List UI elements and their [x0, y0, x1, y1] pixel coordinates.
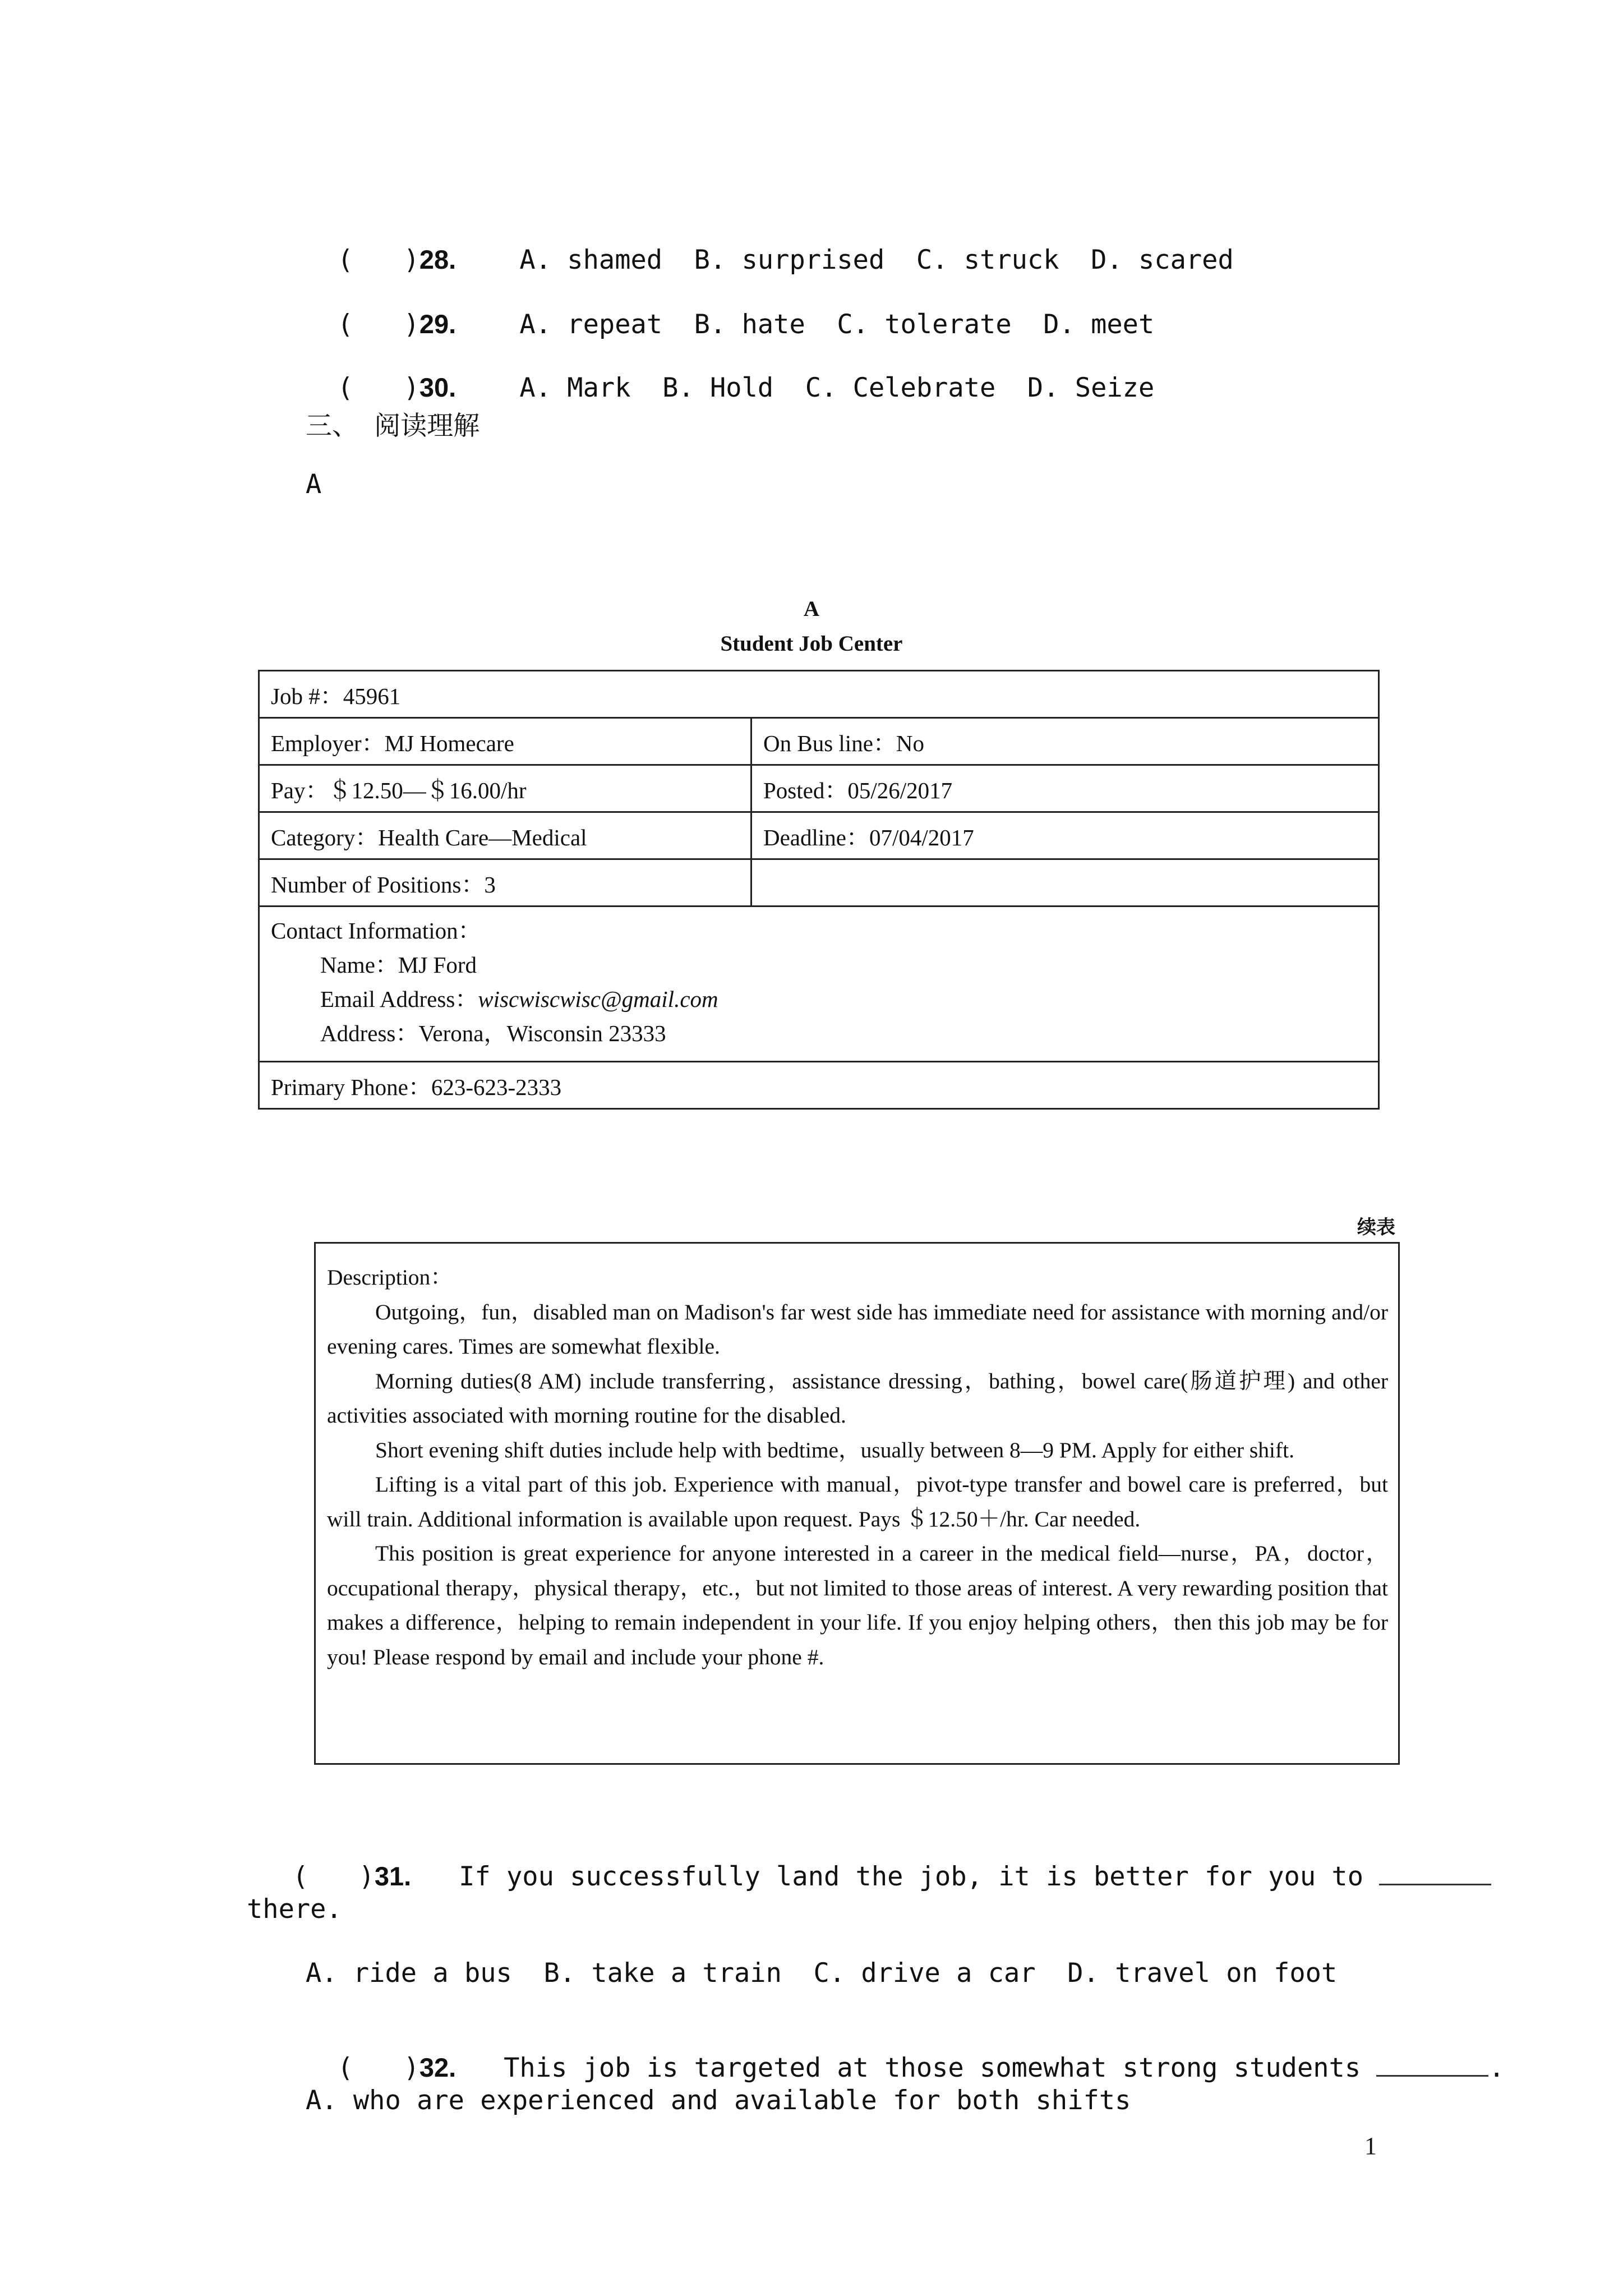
- description-heading: Description：: [327, 1265, 453, 1290]
- contact-cell: [259, 907, 1379, 1062]
- section-letter: A: [306, 469, 322, 500]
- answer-paren[interactable]: (: [337, 245, 353, 275]
- passage-heading: Student Job Center: [720, 632, 903, 656]
- question-number: 31.: [374, 1861, 412, 1891]
- description-paragraph: This position is great experience for anyone interested in a career in the medical field—nurse，PA，doctor，occupational therapy，physical therapy，etc.，but not limited to those areas of interest. A very rewarding position that makes a difference，helping to remain independent in your life. If you enjoy helping others，then this job may be for you! Please respond by email and include your phone #.: [327, 1541, 1388, 1669]
- table-row: [259, 671, 1379, 718]
- answer-paren[interactable]: (: [337, 309, 353, 340]
- passage-title: [0, 592, 1623, 661]
- description-paragraph: Morning duties(8 AM) include transferring，assistance dressing，bathing，bowel care(肠道护理) and other activities associated with morning routine for the disabled.: [327, 1368, 1388, 1428]
- job-table: [258, 670, 1380, 1110]
- question-31-continued: there.: [247, 1894, 342, 1925]
- continued-label: 续表: [1357, 1216, 1395, 1239]
- employer-cell: Employer：MJ Homecare: [259, 718, 751, 765]
- table-row: [259, 1062, 1379, 1109]
- question-32-option-a: A. who are experienced and available for both shifts: [306, 2085, 1131, 2116]
- question-31: ( )31. If you successfully land the job, it is better for you to: [261, 1830, 1491, 1892]
- empty-cell: [751, 859, 1379, 907]
- positions-cell: Number of Positions：3: [259, 859, 751, 907]
- question-32: ( )32. This job is targeted at those somewhat strong students .: [337, 2053, 1505, 2083]
- answer-paren[interactable]: (: [292, 1861, 308, 1892]
- question-text: This job is targeted at those somewhat strong students: [504, 2053, 1361, 2083]
- table-row: [259, 718, 1379, 765]
- answer-blank[interactable]: [1379, 1867, 1491, 1885]
- question-number: 29.: [419, 309, 457, 339]
- contact-address: Address：Verona，Wisconsin 23333: [320, 1020, 666, 1046]
- bus-line-cell: On Bus line：No: [751, 718, 1379, 765]
- question-30: ( )30. A. Mark B. Hold C. Celebrate D. Seize: [337, 372, 1155, 403]
- question-options: A. shamed B. surprised C. struck D. scared: [519, 245, 1234, 275]
- question-number: 28.: [419, 245, 457, 274]
- answer-blank[interactable]: [1376, 2058, 1488, 2077]
- question-number: 32.: [419, 2053, 457, 2082]
- job-number-cell: Job #：45961: [259, 671, 1379, 718]
- phone-cell: Primary Phone：623-623-2333: [259, 1062, 1379, 1109]
- page-number: 1: [1364, 2132, 1377, 2160]
- contact-name: Name：MJ Ford: [320, 952, 477, 978]
- description-box: [314, 1242, 1400, 1765]
- description-paragraph: Outgoing，fun，disabled man on Madison's far west side has immediate need for assistance with morning and/or evening cares. Times are somewhat flexible.: [327, 1299, 1388, 1359]
- pay-cell: Pay：＄12.50—＄16.00/hr: [259, 765, 751, 812]
- question-options: A. repeat B. hate C. tolerate D. meet: [519, 309, 1155, 340]
- question-text: If you successfully land the job, it is better for you to: [459, 1861, 1364, 1892]
- section-heading: 三、 阅读理解: [306, 411, 480, 441]
- table-row: [259, 765, 1379, 812]
- question-options: A. Mark B. Hold C. Celebrate D. Seize: [519, 372, 1155, 403]
- question-number: 30.: [419, 372, 457, 402]
- email-link[interactable]: wiscwiscwisc@gmail.com: [478, 986, 718, 1012]
- description-paragraph: Lifting is a vital part of this job. Experience with manual，pivot-type transfer and bowel care is preferred，but will train. Additional information is available upon request. Pays ＄12.50＋/hr. Car needed.: [327, 1472, 1388, 1531]
- category-cell: Category：Health Care—Medical: [259, 812, 751, 859]
- deadline-cell: Deadline：07/04/2017: [751, 812, 1379, 859]
- table-row: [259, 859, 1379, 907]
- answer-paren[interactable]: (: [337, 2053, 353, 2083]
- posted-cell: Posted：05/26/2017: [751, 765, 1379, 812]
- question-31-options: A. ride a bus B. take a train C. drive a car D. travel on foot: [306, 1958, 1338, 1989]
- answer-paren[interactable]: (: [337, 372, 353, 403]
- passage-label: A: [803, 597, 820, 621]
- question-28: ( )28. A. shamed B. surprised C. struck D. scared: [337, 245, 1234, 275]
- description-paragraph: Short evening shift duties include help with bedtime，usually between 8—9 PM. Apply for either shift.: [375, 1437, 1294, 1462]
- table-row: [259, 812, 1379, 859]
- contact-heading: Contact Information：: [271, 918, 481, 944]
- table-row: [259, 907, 1379, 1062]
- contact-email: Email Address：wiscwiscwisc@gmail.com: [320, 986, 718, 1012]
- question-29: ( )29. A. repeat B. hate C. tolerate D. meet: [337, 309, 1155, 340]
